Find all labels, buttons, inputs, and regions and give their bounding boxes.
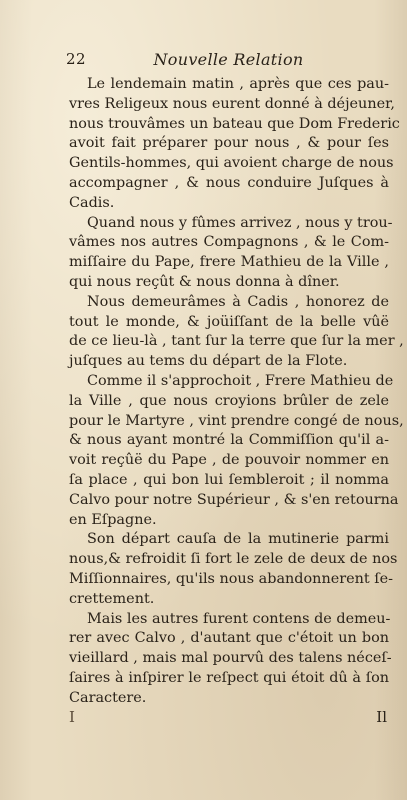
text-line: crettement.: [69, 590, 155, 607]
text-line: Gentils-hommes, qui avoient charge de nous: [69, 155, 394, 172]
text-line: Nous demeurâmes à Cadis , honorez de: [87, 293, 389, 310]
paragraph: [69, 214, 393, 293]
text-line: Calvo pour notre Supérieur , & s'en retourna: [69, 491, 399, 508]
running-title: Nouvelle Relation: [153, 50, 304, 69]
text-line: Comme il s'approchoit , Frere Mathieu de: [87, 372, 394, 389]
text-line: Mais les autres furent contens de demeu-: [87, 610, 391, 627]
paragraph: [69, 610, 392, 709]
text-line: Cadis.: [69, 194, 115, 211]
text-line: rer avec Calvo , d'autant que c'étoit un bon: [69, 630, 389, 647]
text-line: juſques au tems du départ de la Flote.: [69, 353, 348, 370]
text-line: ſaires à inſpirer le reſpect qui étoit dû à ſon: [69, 669, 389, 686]
body-text: [69, 75, 404, 709]
text-line: vâmes nos autres Compagnons , & le Com-: [69, 234, 389, 251]
text-line: Quand nous y fûmes arrivez , nous y trou-: [87, 214, 393, 231]
text-line: vres Religeux nous eurent donné à déjeuner,: [69, 95, 395, 112]
text-line: nous,& refroidit ſi fort le zele de deux de nos: [69, 551, 398, 568]
text-line: vieillard , mais mal pourvû des talens néceſ-: [69, 650, 392, 667]
text-line: miſſaire du Pape, frere Mathieu de la Ville ,: [69, 254, 389, 271]
text-line: voit reçûë du Pape , de pouvoir nommer en: [69, 452, 389, 469]
paragraph: [69, 75, 400, 214]
text-line: Son départ cauſa de la mutinerie parmi: [87, 531, 389, 548]
page-number: 22: [66, 50, 87, 68]
text-line: nous trouvâmes un bateau que Dom Frederic: [69, 115, 400, 132]
text-line: de ce lieu-là , tant ſur la terre que ſur la mer ,: [69, 333, 404, 350]
signature-mark: I: [69, 708, 75, 726]
text-line: pour le Martyre , vint prendre congé de nous,: [69, 412, 404, 429]
text-line: ſa place , qui bon lui ſembleroit ; il nomma: [69, 471, 389, 488]
text-line: Le lendemain matin , après que ces pau-: [87, 76, 389, 92]
paragraph: [69, 293, 404, 372]
text-line: la Ville , que nous croyions brûler de zele: [69, 392, 389, 409]
page-footer: [69, 708, 389, 730]
catchword: Il: [376, 708, 387, 726]
text-line: Miſſionnaires, qu'ils nous abandonnerent ſe-: [69, 570, 393, 587]
text-line: tout le monde, & joüiſſant de la belle vûë: [69, 313, 389, 330]
text-line: qui nous reçût & nous donna à dîner.: [69, 273, 340, 290]
text-line: Caractere.: [69, 689, 147, 706]
text-line: accompagner , & nous conduire Juſques à: [69, 174, 389, 191]
text-line: avoit fait préparer pour nous , & pour ſes: [69, 135, 389, 152]
text-line: & nous ayant montré la Commiſſion qu'il a-: [69, 432, 389, 449]
running-head: [66, 50, 391, 72]
paragraph: [69, 530, 398, 609]
text-line: en Eſpagne.: [69, 511, 157, 528]
paragraph: [69, 372, 404, 530]
